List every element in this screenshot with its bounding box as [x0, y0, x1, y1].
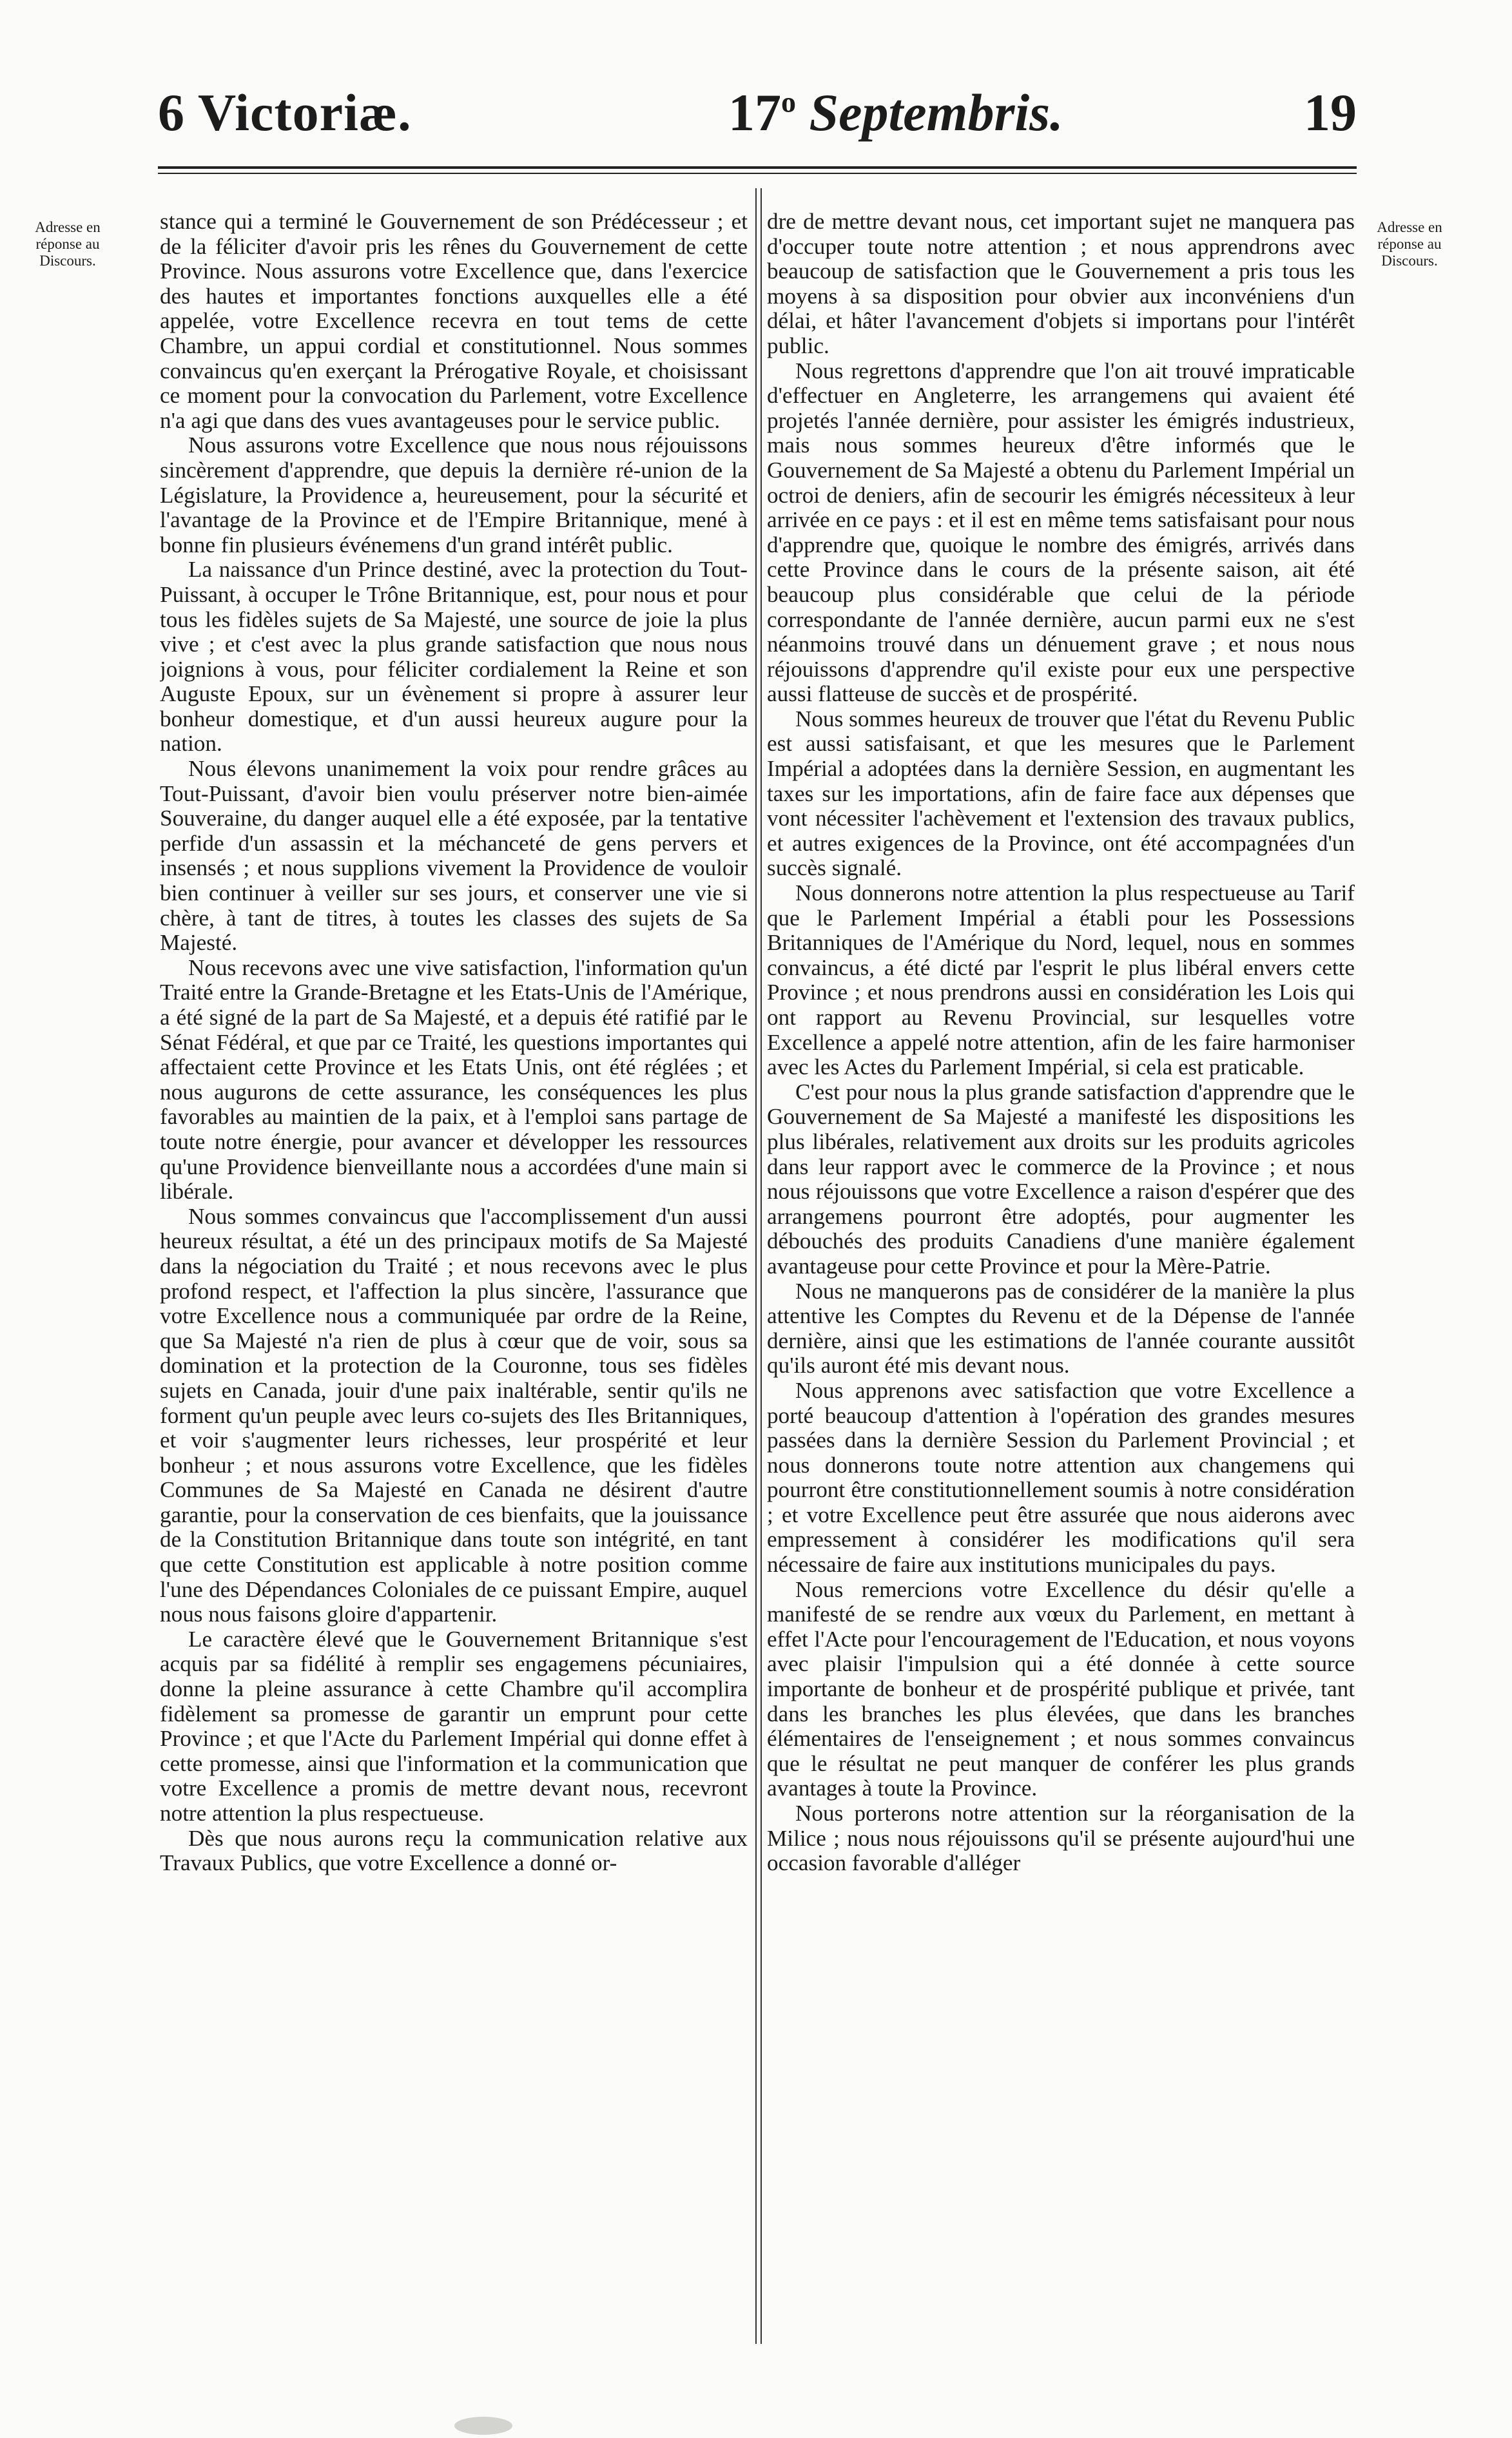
regnal-year: 6 Victoriæ.: [158, 83, 412, 142]
date-ordinal: o: [781, 85, 796, 119]
paragraph: Nous sommes heureux de trouver que l'état du Revenu Public est aussi satisfaisant, et que les mesures que le Parlement Impérial a adoptées dans la dernière Session, en augmentant les taxes sur les importations, afin de faire face aux dépenses que vont nécessiter l'achèvement et l'extension des travaux publics, et autres exigences de la Province, ont été accompagnées d'un succès signalé.: [767, 706, 1355, 881]
right-margin-note: Adresse en réponse au Discours.: [1377, 219, 1442, 269]
page-number: 19: [1304, 83, 1357, 142]
header-rule-thick: [158, 166, 1357, 169]
session-date: [728, 82, 1063, 143]
paragraph: Nous ne manquerons pas de considérer de la manière la plus attentive les Comptes du Revenu et de la Dépense de l'année dernière, ainsi que les estimations de l'année courante aussitôt qu'ils auront été mis devant nous.: [767, 1278, 1355, 1379]
paragraph: Nous remercions votre Excellence du désir qu'elle a manifesté de se rendre aux vœux du Parlement, en mettant à effet l'Acte pour l'encouragement de l'Education, et nous voyons avec plaisir l'impulsion qui a été donnée à cette source importante de bonheur et de prospérité publique et privée, tant dans les branches les plus élevées, que dans les branches élémentaires de l'enseignement ; et nous sommes convaincus que le résultat ne peut manquer de conférer les plus grands avantages à toute la Province.: [767, 1576, 1355, 1801]
paragraph: Nous sommes convaincus que l'accomplissement d'un aussi heureux résultat, a été un des principaux motifs de Sa Majesté dans la négociation du Traité ; et nous recevons avec le plus profond respect, et l'affection la plus sincère, l'assurance que votre Excellence nous a communiquée par ordre de la Reine, que Sa Majesté n'a rien de plus à cœur que de voir, sous sa domination et la protection de la Couronne, tous ses fidèles sujets en Canada, jouir d'une paix inaltérable, sentir qu'ils ne forment qu'un peuple avec leurs co-sujets des Iles Britanniques, et voir s'augmenter leurs richesses, leur prospérité et leur bonheur ; et nous assurons votre Excellence, que les fidèles Communes de Sa Majesté en Canada ne désirent d'autre garantie, pour la conservation de ces bienfaits, que la jouissance de la Constitution Britannique dans toute son intégrité, en tant que cette Constitution est applicable à notre position comme l'une des Dépendances Coloniales de ce puissant Empire, auquel nous nous faisons gloire d'appartenir.: [160, 1203, 748, 1627]
paragraph: Nous regrettons d'apprendre que l'on ait trouvé impraticable d'effectuer en Angleterre, les arrangemens qui avaient été projetés l'année dernière, pour assister les émigrés industrieux, mais nous sommes heureux d'être informés que le Gouvernement de Sa Majesté a obtenu du Parlement Impérial un octroi de deniers, afin de secourir les émigrés nécessiteux à leur arrivée en ce pays : et il est en même tems satisfaisant pour nous d'apprendre que, quoique le nombre des émigrés, arrivés dans cette Province dans le cours de la présente saison, ait été beaucoup plus considérable que celui de la période correspondante de l'année dernière, aucun parmi eux ne s'est néanmoins trouvé dans un dénuement grave ; et nous nous réjouissons d'apprendre qu'il existe pour eux une perspective aussi flatteuse de succès et de prospérité.: [767, 358, 1355, 707]
page-header: [158, 82, 1357, 140]
date-number: 17: [728, 83, 781, 142]
column-divider: [761, 188, 762, 2344]
paragraph: Nous apprenons avec satisfaction que votre Excellence a porté beaucoup d'attention à l'opération des grandes mesures passées dans la dernière Session du Parlement Provincial ; et nous donnerons toute notre attention aux changemens qui pourront être constitutionnellement soumis à notre considération ; et votre Excellence peut être assurée que nous aiderons avec empressement à considérer les modifications qu'il sera nécessaire de faire aux institutions municipales du pays.: [767, 1377, 1355, 1578]
paragraph: Nous recevons avec une vive satisfaction, l'information qu'un Traité entre la Grande-Bretagne et les Etats-Unis de l'Amérique, a été signé de la part de Sa Majesté, et a depuis été ratifié par le Sénat Fédéral, et que par ce Traité, les questions importantes qui affectaient cette Province et les Etats Unis, ont été réglées ; et nous augurons de cette assurance, les conséquences les plus favorables au maintien de la paix, et à l'emploi sans partage de toute notre énergie, pour avancer et développer les ressources qu'une Providence bienveillante nous a accordées d'une main si libérale.: [160, 954, 748, 1204]
paragraph: Dès que nous aurons reçu la communication relative aux Travaux Publics, que votre Excellence a donné or-: [160, 1825, 748, 1876]
paragraph: Nous donnerons notre attention la plus respectueuse au Tarif que le Parlement Impérial a établi pour les Possessions Britanniques de l'Amérique du Nord, lequel, nous en sommes convaincus, a été dicté par l'esprit le plus libéral envers cette Province ; et nous prendrons aussi en considération les Lois qui ont rapport au Revenu Provincial, sur lesquelles votre Excellence a appelé notre attention, afin de les faire harmoniser avec les Actes du Parlement Impérial, si cela est praticable.: [767, 880, 1355, 1080]
date-month: Septembris.: [809, 83, 1063, 142]
header-rule-thin: [158, 173, 1357, 174]
paragraph: C'est pour nous la plus grande satisfaction d'apprendre que le Gouvernement de Sa Majesté a manifesté les dispositions les plus libérales, relativement aux droits sur les produits agricoles dans leur rapport avec le commerce de la Province ; et nous nous réjouissons que votre Excellence a raison d'espérer que des arrangemens pourront être adoptés, pour augmenter les débouchés des produits Canadiens d'une manière également avantageuse pour cette Province et pour la Mère-Patrie.: [767, 1079, 1355, 1279]
column-divider: [755, 188, 757, 2344]
left-column: [160, 209, 748, 2356]
paragraph: Le caractère élevé que le Gouvernement Britannique s'est acquis par sa fidélité à remplir ses engagemens pécuniaires, donne la pleine assurance à cette Chambre qu'il accomplira fidèlement sa promesse de garantir un emprunt pour cette Province ; et que l'Acte du Parlement Impérial qui donne effet à cette promesse, ainsi que l'information et la communication que votre Excellence a promis de mettre devant nous, recevront notre attention la plus respectueuse.: [160, 1626, 748, 1826]
paragraph: La naissance d'un Prince destiné, avec la protection du Tout-Puissant, à occuper le Trône Britannique, est, pour nous et pour tous les fidèles sujets de Sa Majesté, une source de joie la plus vive ; et c'est avec la plus grande satisfaction que nous nous joignions à vous, pour féliciter cordialement la Reine et son Auguste Epoux, sur un évènement si propre à assurer leur bonheur domestique, et d'un aussi heureux augure pour la nation.: [160, 557, 748, 757]
paragraph: stance qui a terminé le Gouvernement de son Prédécesseur ; et de la féliciter d'avoir pris les rênes du Gouvernement de cette Province. Nous assurons votre Excellence que, dans l'exercice des hautes et importantes fonctions auxquelles elle a été appelée, votre Excellence recevra en tout tems de cette Chambre, un appui cordial et constitutionnel. Nous sommes convaincus qu'en exerçant la Prérogative Royale, et choisissant ce moment pour la convocation du Parlement, votre Excellence n'a agi que dans des vues avantageuses pour le service public.: [160, 209, 748, 433]
paragraph: Nous assurons votre Excellence que nous nous réjouissons sincèrement d'apprendre, que depuis la dernière ré-union de la Législature, la Providence a, heureusement, pour la sécurité et l'avantage de la Province et de l'Empire Britannique, mené à bonne fin plusieurs événemens d'un grand intérêt public.: [160, 432, 748, 557]
ink-smudge: [454, 2417, 512, 2435]
paragraph: dre de mettre devant nous, cet important sujet ne manquera pas d'occuper toute notre attention ; et nous apprendrons avec beaucoup de satisfaction que le Gouvernement a pris tous les moyens à sa disposition pour obvier aux inconvéniens d'un délai, et hâter l'avancement d'objets si importans pour l'intérêt public.: [767, 209, 1355, 358]
right-column: [767, 209, 1355, 2356]
left-margin-note: Adresse en réponse au Discours.: [35, 219, 101, 269]
paragraph: Nous élevons unanimement la voix pour rendre grâces au Tout-Puissant, d'avoir bien voulu préserver notre bien-aimée Souveraine, du danger auquel elle a été exposée, par la tentative perfide d'un assassin et la méchanceté de gens pervers et insensés ; et nous supplions vivement la Providence de vouloir bien continuer à veiller sur ses jours, et conserver une vie si chère, à tant de titres, à toutes les classes des sujets de Sa Majesté.: [160, 756, 748, 956]
paragraph: Nous porterons notre attention sur la réorganisation de la Milice ; nous nous réjouissons qu'il se présente aujourd'hui une occasion favorable d'alléger: [767, 1801, 1355, 1876]
